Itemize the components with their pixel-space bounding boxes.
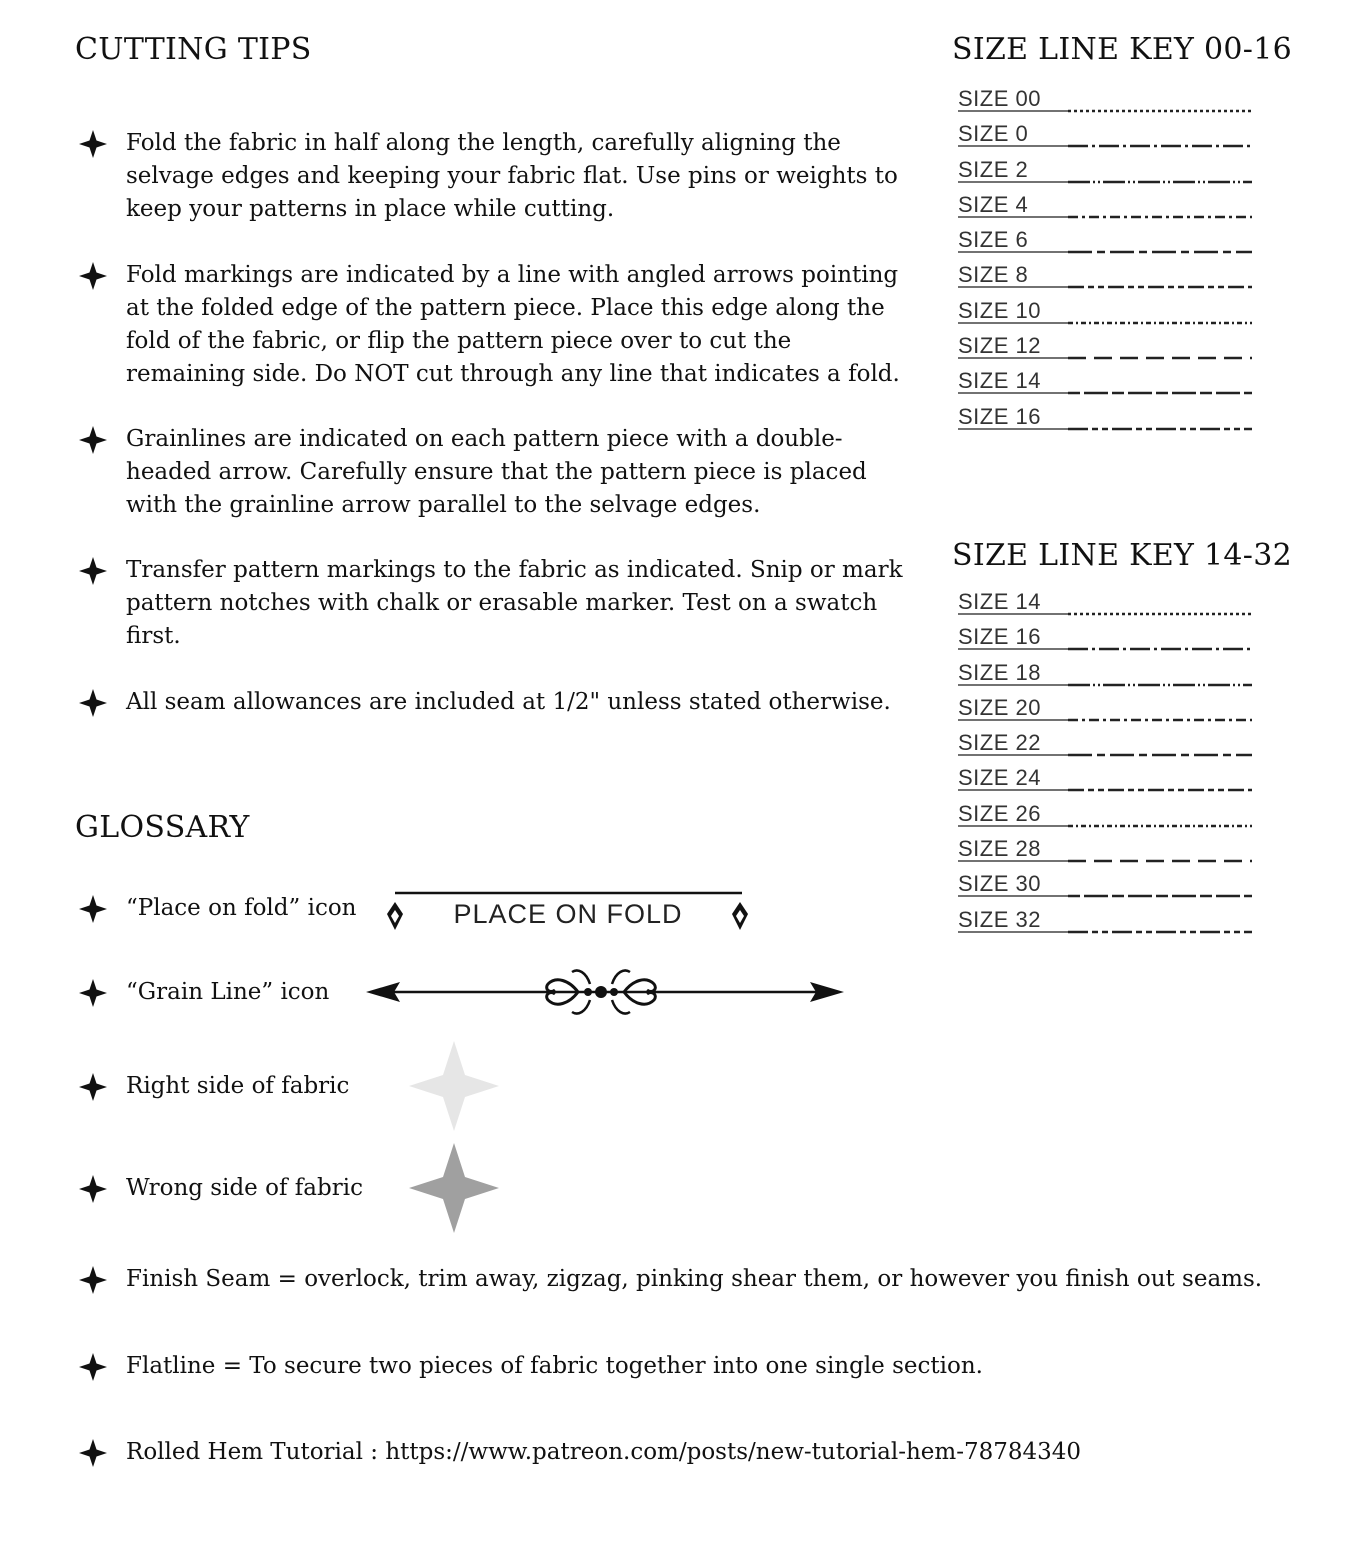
place-on-fold-label: “Place on fold” icon (126, 895, 357, 921)
size-key-1-label-2: SIZE 0 (958, 121, 1029, 147)
cutting-tip-2-line-4: remaining side. Do NOT cut through any line that indicates a fold. (126, 361, 900, 387)
size-key-1-row-4 (958, 192, 1258, 227)
size-key-2-title: SIZE LINE KEY 14-32 (952, 538, 1292, 573)
size-key-1-row-8 (958, 333, 1258, 368)
size-key-2-label-7: SIZE 26 (958, 800, 1041, 826)
rolled-hem-tutorial-text: Rolled Hem Tutorial : https://www.patreon.com/posts/new-tutorial-hem-78784340 (126, 1439, 1082, 1465)
size-key-2-label-9: SIZE 30 (958, 871, 1041, 897)
star-bullet-icon (78, 894, 108, 924)
right-side-star-icon (408, 1040, 500, 1132)
star-bullet-icon (78, 688, 108, 718)
size-key-1-label-7: SIZE 10 (958, 297, 1041, 323)
star-bullet-icon (78, 978, 108, 1008)
size-key-1-row-9 (958, 368, 1258, 403)
size-key-1-row-3 (958, 157, 1258, 192)
star-bullet-icon (78, 261, 108, 291)
star-bullet-icon (78, 129, 108, 159)
cutting-tip-1-line-2: selvage edges and keeping your fabric flat. Use pins or weights to (126, 163, 898, 189)
size-key-1-row-5 (958, 227, 1258, 262)
size-key-1-row-7 (958, 298, 1258, 333)
size-key-1-row-2 (958, 121, 1258, 156)
star-bullet-icon (78, 556, 108, 586)
size-key-2-row-3 (958, 660, 1258, 695)
size-key-1-row-10 (958, 404, 1258, 439)
size-key-1-label-6: SIZE 8 (958, 262, 1029, 288)
cutting-tip-4-line-2: pattern notches with chalk or erasable marker. Test on a swatch (126, 590, 878, 616)
star-bullet-icon (78, 1174, 108, 1204)
size-key-2-label-1: SIZE 14 (958, 589, 1041, 614)
size-key-1-label-1: SIZE 00 (958, 86, 1041, 111)
size-key-2-label-10: SIZE 32 (958, 906, 1041, 932)
place-on-fold-icon (382, 886, 756, 934)
size-key-2-row-7 (958, 801, 1258, 836)
size-key-1-row-6 (958, 262, 1258, 297)
size-key-2-label-4: SIZE 20 (958, 694, 1041, 720)
size-key-2-row-4 (958, 695, 1258, 730)
size-key-2-label-2: SIZE 16 (958, 624, 1041, 650)
size-key-2-label-6: SIZE 24 (958, 765, 1041, 791)
wrong-side-star-icon (408, 1142, 500, 1234)
size-key-1-label-8: SIZE 12 (958, 333, 1041, 359)
glossary-title: GLOSSARY (75, 810, 250, 845)
size-key-2-label-5: SIZE 22 (958, 730, 1041, 756)
size-key-2-row-8 (958, 836, 1258, 871)
size-key-2-row-2 (958, 624, 1258, 659)
size-key-2-row-10 (958, 907, 1258, 942)
finish-seam-text: Finish Seam = overlock, trim away, zigzag, pinking shear them, or however you finish out seams. (126, 1266, 1263, 1292)
size-key-1-title: SIZE LINE KEY 00-16 (952, 32, 1292, 67)
cutting-tip-5-line-1: All seam allowances are included at 1/2" unless stated otherwise. (126, 689, 891, 715)
star-bullet-icon (78, 1265, 108, 1295)
flatline-text: Flatline = To secure two pieces of fabric together into one single section. (126, 1353, 983, 1379)
size-key-2-row-6 (958, 765, 1258, 800)
right-side-label: Right side of fabric (126, 1073, 350, 1099)
wrong-side-label: Wrong side of fabric (126, 1175, 363, 1201)
star-bullet-icon (78, 1352, 108, 1382)
grain-line-icon (364, 962, 846, 1022)
cutting-tip-4-line-1: Transfer pattern markings to the fabric as indicated. Snip or mark (126, 557, 903, 583)
cutting-tip-2-line-2: at the folded edge of the pattern piece. Place this edge along the (126, 295, 885, 321)
cutting-tip-3-line-1: Grainlines are indicated on each pattern piece with a double- (126, 426, 843, 452)
size-key-1-label-9: SIZE 14 (958, 368, 1041, 394)
grain-line-label: “Grain Line” icon (126, 979, 330, 1005)
size-key-2-label-3: SIZE 18 (958, 659, 1041, 685)
size-key-1-label-5: SIZE 6 (958, 227, 1029, 253)
size-key-1-row-1 (958, 86, 1258, 121)
star-bullet-icon (78, 1072, 108, 1102)
size-key-2-row-9 (958, 871, 1258, 906)
cutting-tip-4-line-3: first. (126, 623, 181, 649)
star-bullet-icon (78, 425, 108, 455)
size-key-2-row-5 (958, 730, 1258, 765)
size-key-1-label-4: SIZE 4 (958, 191, 1029, 217)
cutting-tip-3-line-2: headed arrow. Carefully ensure that the pattern piece is placed (126, 459, 867, 485)
size-key-1-label-3: SIZE 2 (958, 156, 1029, 182)
cutting-tip-1-line-1: Fold the fabric in half along the length, carefully aligning the (126, 130, 841, 156)
cutting-tip-3-line-3: with the grainline arrow parallel to the selvage edges. (126, 492, 761, 518)
star-bullet-icon (78, 1438, 108, 1468)
size-key-1-label-10: SIZE 16 (958, 403, 1041, 429)
place-on-fold-icon-text: PLACE ON FOLD (453, 899, 683, 929)
cutting-tips-title: CUTTING TIPS (75, 32, 312, 67)
size-line-key-00-16 (958, 86, 1258, 439)
size-key-2-row-1 (958, 589, 1258, 624)
cutting-tip-1-line-3: keep your patterns in place while cutting. (126, 196, 615, 222)
size-line-key-14-32 (958, 589, 1258, 942)
size-key-2-label-8: SIZE 28 (958, 836, 1041, 862)
cutting-tip-2-line-3: fold of the fabric, or flip the pattern piece over to cut the (126, 328, 792, 354)
cutting-tip-2-line-1: Fold markings are indicated by a line with angled arrows pointing (126, 262, 899, 288)
